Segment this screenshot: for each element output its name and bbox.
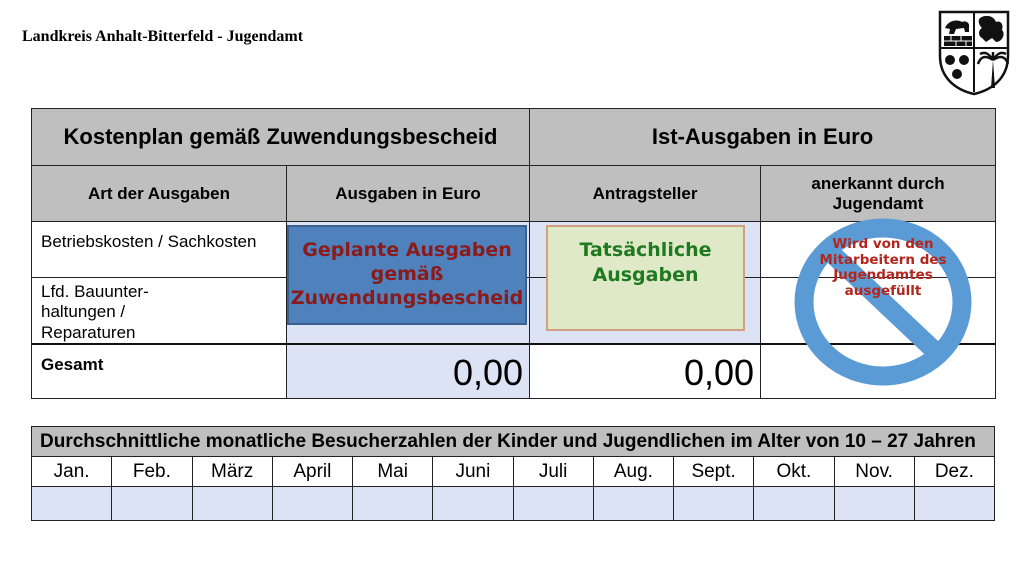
month-header: Aug. bbox=[593, 457, 673, 487]
month-header: März bbox=[192, 457, 272, 487]
col-header-applicant: Antragsteller bbox=[530, 166, 761, 222]
visitor-count-field[interactable] bbox=[353, 487, 433, 521]
month-header: Dez. bbox=[914, 457, 994, 487]
total-applicant-value: 0,00 bbox=[530, 344, 761, 398]
month-header: Jan. bbox=[32, 457, 112, 487]
month-header: Feb. bbox=[112, 457, 192, 487]
coat-of-arms-icon bbox=[936, 8, 1012, 96]
visitor-count-field[interactable] bbox=[593, 487, 673, 521]
month-header: Okt. bbox=[754, 457, 834, 487]
month-header: Nov. bbox=[834, 457, 914, 487]
row-label-operating-costs: Betriebskosten / Sachkosten bbox=[32, 222, 287, 278]
month-header: Juli bbox=[513, 457, 593, 487]
cost-plan-heading: Kostenplan gemäß Zuwendungsbescheid bbox=[32, 109, 530, 166]
visitor-count-field[interactable] bbox=[754, 487, 834, 521]
planned-expenses-note: Geplante Ausgaben gemäß Zuwendungsbescheid bbox=[287, 225, 527, 325]
visitor-count-field[interactable] bbox=[32, 487, 112, 521]
actual-expenses-heading: Ist-Ausgaben in Euro bbox=[530, 109, 996, 166]
actual-expenses-note: Tatsächliche Ausgaben bbox=[546, 225, 745, 331]
month-header: April bbox=[272, 457, 352, 487]
visitor-count-field[interactable] bbox=[272, 487, 352, 521]
visitor-numbers-table bbox=[31, 426, 995, 521]
visitor-count-field[interactable] bbox=[513, 487, 593, 521]
visitor-count-field[interactable] bbox=[192, 487, 272, 521]
month-header: Juni bbox=[433, 457, 513, 487]
office-use-note: Wird von den Mitarbeitern des Jugendamtes ausgefüllt bbox=[819, 236, 947, 299]
row-label-maintenance: Lfd. Bauunter-haltungen / Reparaturen bbox=[32, 278, 287, 345]
col-header-type: Art der Ausgaben bbox=[32, 166, 287, 222]
visitor-count-field[interactable] bbox=[674, 487, 754, 521]
col-header-approved: anerkannt durch Jugendamt bbox=[761, 166, 996, 222]
col-header-planned: Ausgaben in Euro bbox=[287, 166, 530, 222]
total-label: Gesamt bbox=[32, 344, 287, 398]
visitor-count-field[interactable] bbox=[112, 487, 192, 521]
visitor-count-field[interactable] bbox=[834, 487, 914, 521]
visitor-table-title: Durchschnittliche monatliche Besucherzahlen der Kinder und Jugendlichen im Alter von 10 – 27 Jahren bbox=[32, 427, 995, 457]
visitor-count-field[interactable] bbox=[433, 487, 513, 521]
page-title: Landkreis Anhalt-Bitterfeld - Jugendamt bbox=[22, 28, 304, 45]
total-planned-value: 0,00 bbox=[287, 344, 530, 398]
month-header: Sept. bbox=[674, 457, 754, 487]
visitor-count-field[interactable] bbox=[914, 487, 994, 521]
month-header: Mai bbox=[353, 457, 433, 487]
